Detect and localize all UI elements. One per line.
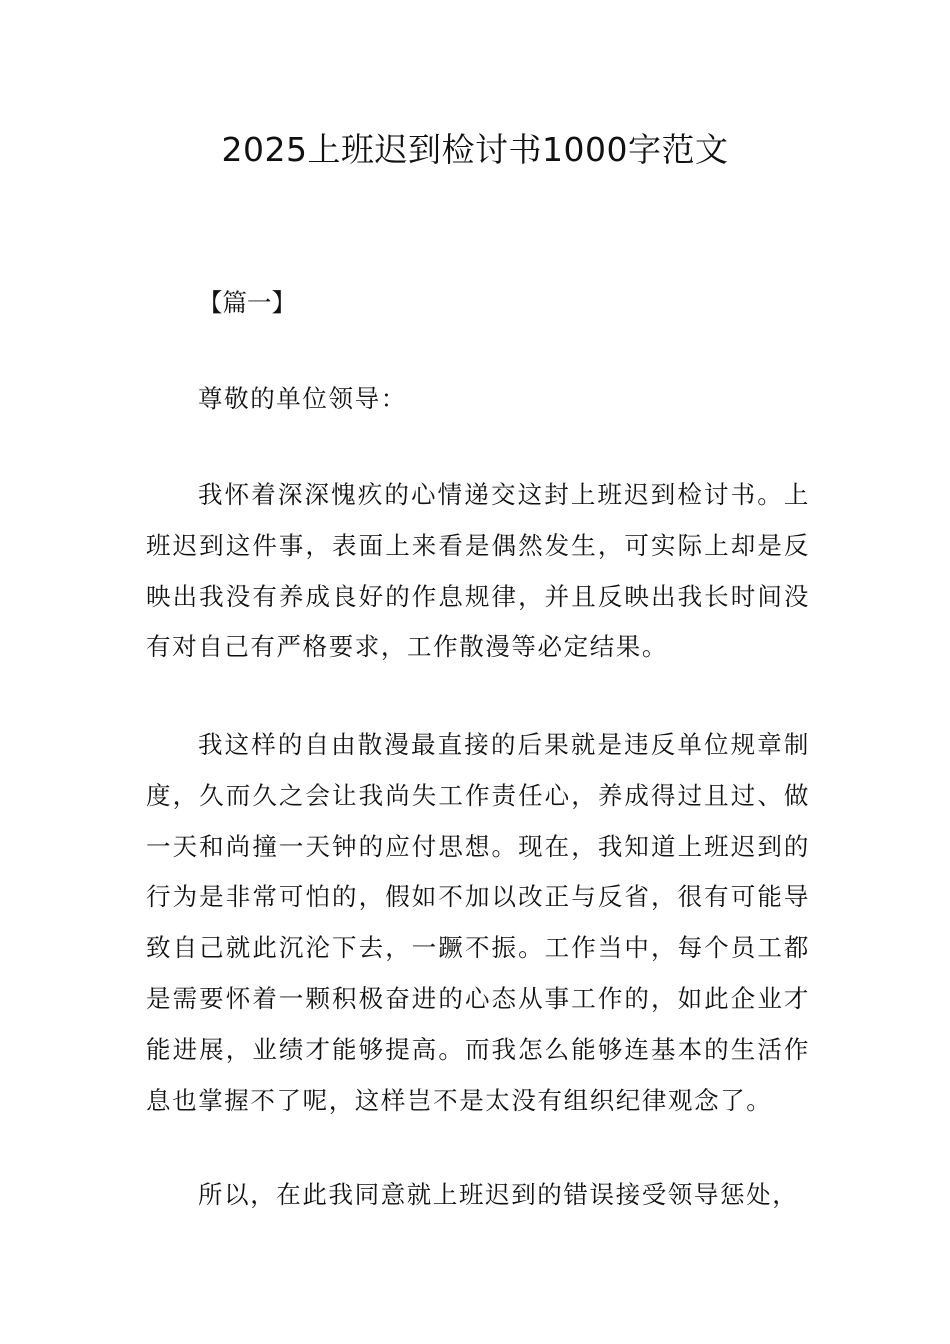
- body-paragraph: 我怀着深深愧疚的心情递交这封上班迟到检讨书。上班迟到这件事，表面上来看是偶然发生，可实际上却是反映出我没有养成良好的作息规律，并且反映出我长时间没有对自己有严格要求，工作散漫等必定结果。: [146, 480, 810, 662]
- section-label: 【篇一】: [198, 288, 296, 317]
- salutation: 尊敬的单位领导：: [198, 384, 407, 413]
- document-title: 2025上班迟到检讨书1000字范文: [221, 130, 729, 169]
- body-paragraph: 我这样的自由散漫最直接的后果就是违反单位规章制度，久而久之会让我尚失工作责任心，养成得过且过、做一天和尚撞一天钟的应付思想。现在，我知道上班迟到的行为是非常可怕的，假如不加以改正与反省，很有可能导致自己就此沉沦下去，一蹶不振。工作当中，每个员工都是需要怀着一颗积极奋进的心态从事工作的，如此企业才能进展，业绩才能够提高。而我怎么能够连基本的生活作息也掌握不了呢，这样岂不是太没有组织纪律观念了。: [146, 730, 810, 1115]
- body-paragraph: 所以，在此我同意就上班迟到的错误接受领导惩处，: [198, 1180, 799, 1209]
